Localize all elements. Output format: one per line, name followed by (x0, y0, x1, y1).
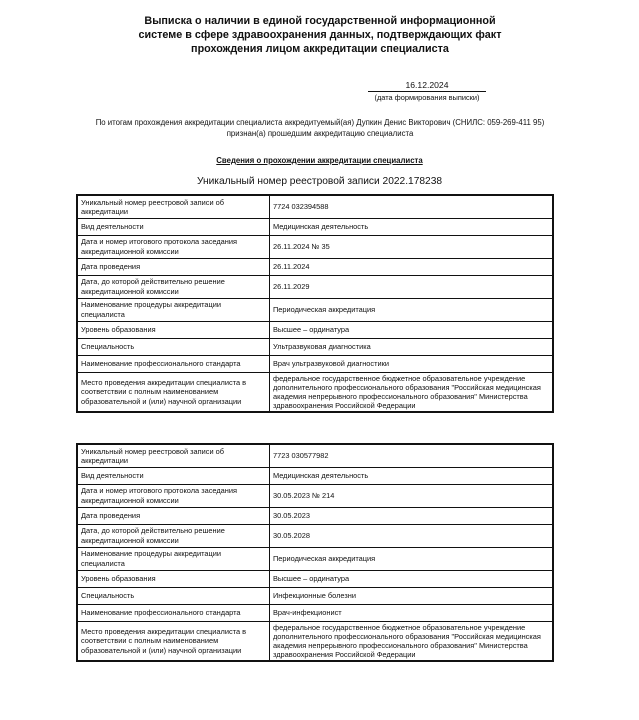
registry-heading: Уникальный номер реестровой записи 2022.178238 (196, 176, 443, 187)
record-label: Наименование процедуры аккредитации специалиста (77, 298, 270, 321)
record-value: Медицинская деятельность (270, 218, 554, 235)
table-row (77, 604, 553, 621)
record-label: Специальность (77, 338, 270, 355)
table-row (77, 321, 553, 338)
title-line: Выписка о наличии в единой государственной информационной (144, 15, 496, 27)
table-row (77, 298, 553, 321)
document-title (60, 14, 580, 56)
record-label: Специальность (77, 587, 270, 604)
title-line: прохождения лицом аккредитации специалиста (191, 43, 449, 55)
record-value: Высшее – ординатура (270, 570, 554, 587)
record-label: Место проведения аккредитации специалиста в соответствии с полным наименованием образовательной и (или) научной организации (77, 621, 270, 661)
table-row (77, 338, 553, 355)
table-row (77, 218, 553, 235)
table-row (77, 507, 553, 524)
record-label: Место проведения аккредитации специалиста в соответствии с полным наименованием образовательной и (или) научной организации (77, 372, 270, 412)
record-value: Врач-инфекционист (270, 604, 554, 621)
record-value: 7723 030577982 (270, 444, 554, 467)
accreditation-record-table (76, 443, 554, 662)
table-row (77, 444, 553, 467)
table-row (77, 524, 553, 547)
record-value: 26.11.2029 (270, 275, 554, 298)
record-label: Уровень образования (77, 321, 270, 338)
record-value: Медицинская деятельность (270, 467, 554, 484)
table-row (77, 587, 553, 604)
table-row (77, 355, 553, 372)
record-value: 30.05.2023 (270, 507, 554, 524)
record-label: Уникальный номер реестровой записи об аккредитации (77, 195, 270, 218)
table-row (77, 195, 553, 218)
record-label: Дата проведения (77, 258, 270, 275)
record-label: Дата, до которой действительно решение аккредитационной комиссии (77, 275, 270, 298)
record-value: Высшее – ординатура (270, 321, 554, 338)
intro-text (70, 117, 570, 139)
record-label: Дата и номер итогового протокола заседания аккредитационной комиссии (77, 235, 270, 258)
title-line: системе в сфере здравоохранения данных, подтверждающих факт (138, 29, 502, 41)
accreditation-record-table (76, 194, 554, 413)
table-row (77, 570, 553, 587)
record-label: Уникальный номер реестровой записи об аккредитации (77, 444, 270, 467)
record-value: 30.05.2028 (270, 524, 554, 547)
table-row (77, 258, 553, 275)
record-value: Периодическая аккредитация (270, 298, 554, 321)
record-value: 26.11.2024 (270, 258, 554, 275)
issue-date: 16.12.2024 (368, 80, 486, 92)
table-row (77, 484, 553, 507)
table-row (77, 467, 553, 484)
section-heading: Сведения о прохождении аккредитации специалиста (216, 156, 423, 165)
record-value: 7724 032394588 (270, 195, 554, 218)
record-label: Дата проведения (77, 507, 270, 524)
table-row (77, 372, 553, 412)
record-label: Дата и номер итогового протокола заседания аккредитационной комиссии (77, 484, 270, 507)
record-value: Периодическая аккредитация (270, 547, 554, 570)
table-row (77, 275, 553, 298)
record-value: Ультразвуковая диагностика (270, 338, 554, 355)
record-label: Наименование процедуры аккредитации специалиста (77, 547, 270, 570)
record-label: Дата, до которой действительно решение аккредитационной комиссии (77, 524, 270, 547)
record-value: 26.11.2024 № 35 (270, 235, 554, 258)
record-value: федеральное государственное бюджетное образовательное учреждение дополнительного профессионального образования "Российская медицинская академия непрерывного профессионального образования" Министерства здравоохранения Российской Федерации (270, 372, 554, 412)
record-value: 30.05.2023 № 214 (270, 484, 554, 507)
intro-line: признан(а) прошедшим аккредитацию специалиста (226, 129, 414, 138)
table-row (77, 547, 553, 570)
issue-date-caption: (дата формирования выписки) (374, 93, 480, 102)
record-label: Вид деятельности (77, 467, 270, 484)
record-value: Врач ультразвуковой диагностики (270, 355, 554, 372)
record-value: федеральное государственное бюджетное образовательное учреждение дополнительного профессионального образования "Российская медицинская академия непрерывного профессионального образования" Министерства здравоохранения Российской Федерации (270, 621, 554, 661)
table-row (77, 621, 553, 661)
intro-line: По итогам прохождения аккредитации специалиста аккредитуемый(ая) Дупкин Денис Викторович (СНИЛС: 059-269-411 95) (95, 118, 545, 127)
record-label: Уровень образования (77, 570, 270, 587)
record-label: Наименование профессионального стандарта (77, 604, 270, 621)
record-value: Инфекционные болезни (270, 587, 554, 604)
table-row (77, 235, 553, 258)
record-label: Вид деятельности (77, 218, 270, 235)
issue-date-block (368, 80, 486, 103)
record-label: Наименование профессионального стандарта (77, 355, 270, 372)
